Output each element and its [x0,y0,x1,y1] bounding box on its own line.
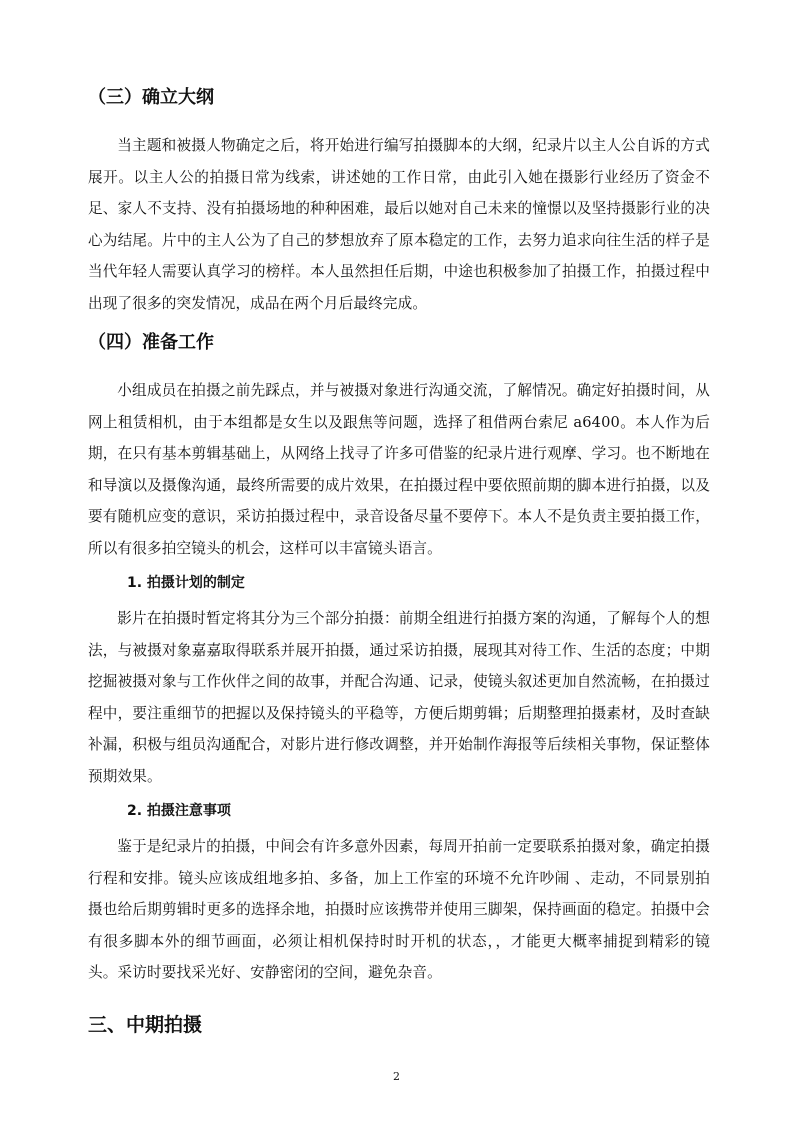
paragraph-shooting-plan: 影片在拍摄时暂定将其分为三个部分拍摄：前期全组进行拍摄方案的沟通，了解每个人的想法，与被摄对象嘉嘉取得联系并展开拍摄，通过采访拍摄，展现其对待工作、生活的态度；中期挖掘被摄对象与工作伙伴之间的故事，并配合沟通、记录，使镜头叙述更加自然流畅，在拍摄过程中，要注重细节的把握以及保持镜头的平稳等，方便后期剪辑；后期整理拍摄素材，及时查缺补漏，积极与组员沟通配合，对影片进行修改调整，并开始制作海报等后续相关事物，保证整体预期效果。 [88,610,710,785]
paragraph-preparation: 小组成员在拍摄之前先踩点，并与被摄对象进行沟通交流，了解情况。确定好拍摄时间，从网上租赁相机，由于本组都是女生以及跟焦等问题，选择了租借两台索尼 a6400。本人作为后期，在只有基本剪辑基础上，从网络上找寻了许多可借鉴的纪录片进行观摩、学习。也不断地在和导演以及摄像沟通，最终所需要的成片效果，在拍摄过程中要依照前期的脚本进行拍摄，以及要有随机应变的意识，采访拍摄过程中，录音设备尽量不要停下。本人不是负责主要拍摄工作，所以有很多拍空镜头的机会，这样可以丰富镜头语言。 [88,382,710,557]
subheading-shooting-notes: 2. 拍摄注意事项 [127,803,231,819]
section-heading-preparation: （四）准备工作 [88,332,214,353]
paragraph-shooting-notes: 鉴于是纪录片的拍摄，中间会有许多意外因素，每周开拍前一定要联系拍摄对象，确定拍摄行程和安排。镜头应该成组地多拍、多备，加上工作室的环境不允许吵闹 、走动，不同景别拍摄也给后期剪辑时更多的选择余地，拍摄时应该携带并使用三脚架，保持画面的稳定。拍摄中会有很多脚本外的细节画面，必须让相机保持时时开机的状态，，才能更大概率捕捉到精彩的镜头。采访时要找采光好、安静密闭的空间，避免杂音。 [88,838,710,981]
chapter-heading-shooting: 三、中期拍摄 [88,1014,203,1036]
section-heading-outline: （三）确立大纲 [88,87,214,108]
paragraph-outline: 当主题和被摄人物确定之后，将开始进行编写拍摄脚本的大纲，纪录片以主人公自诉的方式展开。以主人公的拍摄日常为线索，讲述她的工作日常，由此引入她在摄影行业经历了资金不足、家人不支持、没有拍摄场地的种种困难，最后以她对自己未来的憧憬以及坚持摄影行业的决心为结尾。片中的主人公为了自己的梦想放弃了原本稳定的工作，去努力追求向往生活的样子是当代年轻人需要认真学习的榜样。本人虽然担任后期，中途也积极参加了拍摄工作，拍摄过程中出现了很多的突发情况，成品在两个月后最终完成。 [88,137,710,312]
subheading-shooting-plan: 1. 拍摄计划的制定 [127,575,245,591]
page-number: 2 [393,1070,400,1083]
